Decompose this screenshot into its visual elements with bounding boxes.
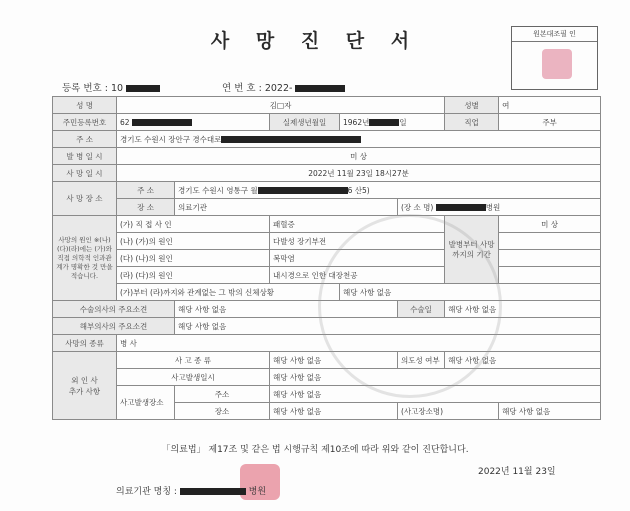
certificate-form-table bbox=[52, 96, 601, 420]
surgery-value: 해당 사항 없음 bbox=[175, 301, 398, 318]
redaction bbox=[126, 85, 160, 92]
sex-label: 성별 bbox=[445, 97, 499, 114]
death-time-value: 2022년 11월 23일 18시27분 bbox=[117, 165, 601, 182]
surgery-label: 수술의사의 주요소견 bbox=[53, 301, 175, 318]
row-cause-b bbox=[53, 233, 601, 250]
accident-spot-name-label: (사고장소명) bbox=[398, 403, 499, 420]
redaction bbox=[132, 119, 192, 126]
accident-address-value: 해당 사항 없음 bbox=[270, 386, 601, 403]
registration-number bbox=[62, 80, 160, 94]
row-name bbox=[53, 97, 601, 114]
verification-stamp-box bbox=[511, 26, 598, 90]
birth-tail: 일 bbox=[399, 117, 407, 127]
redaction bbox=[258, 187, 348, 194]
redaction bbox=[221, 136, 361, 143]
place-type-value: 의료기관 bbox=[175, 199, 398, 216]
accident-time-value: 해당 사항 없음 bbox=[270, 369, 601, 386]
rrn-label: 주민등록번호 bbox=[53, 114, 117, 131]
name-label: 성 명 bbox=[53, 97, 117, 114]
cause-c-value: 복막염 bbox=[270, 250, 445, 267]
accident-place-label: 사고발생장소 bbox=[117, 386, 175, 420]
redaction bbox=[295, 85, 345, 92]
place-type-label: 장 소 bbox=[117, 199, 175, 216]
reg-no-value: 10 bbox=[110, 83, 124, 94]
death-type-label: 사망의 종류 bbox=[53, 335, 117, 352]
period-label: 발병부터 사망까지의 기간 bbox=[445, 216, 499, 284]
redaction bbox=[369, 119, 399, 126]
address-value-cell bbox=[117, 131, 601, 148]
row-place-type bbox=[53, 199, 601, 216]
period-blank bbox=[499, 250, 601, 267]
rrn-value-cell bbox=[117, 114, 270, 131]
place-name-cell bbox=[398, 199, 601, 216]
accident-kind-value: 해당 사항 없음 bbox=[270, 352, 398, 369]
serial-label: 연 번 호 : bbox=[222, 83, 262, 94]
surgery-date-label: 수술일 bbox=[398, 301, 445, 318]
place-address-value: 경기도 수원시 영통구 월 bbox=[178, 185, 258, 195]
row-cause-a bbox=[53, 216, 601, 233]
legal-statement: 「의료법」 제17조 및 같은 법 시행규칙 제10조에 따라 위와 같이 진단합니다. bbox=[161, 445, 469, 455]
other-value: 해당 사항 없음 bbox=[340, 284, 601, 301]
birth-value: 1962년 bbox=[343, 117, 370, 127]
cause-b-value: 다발성 장기부전 bbox=[270, 233, 445, 250]
row-accident-kind bbox=[53, 352, 601, 369]
redaction bbox=[436, 204, 486, 211]
accident-spot-name-value: 해당 사항 없음 bbox=[499, 403, 601, 420]
cause-label: 사망의 원인 ※(나)(다)(라)에는 (가)와 직접 의학적 인과관계가 명확한 것 만을 적습니다. bbox=[53, 216, 117, 301]
row-death-time bbox=[53, 165, 601, 182]
institution-tail: 병원 bbox=[248, 487, 267, 497]
row-place-address bbox=[53, 182, 601, 199]
red-seal-icon bbox=[542, 49, 572, 79]
cause-a-label: (가) 직 접 사 인 bbox=[117, 216, 270, 233]
period-blank bbox=[499, 267, 601, 284]
birth-value-cell bbox=[340, 114, 445, 131]
address-label: 주 소 bbox=[53, 131, 117, 148]
intent-label: 의도성 여부 bbox=[398, 352, 445, 369]
place-address-label: 주 소 bbox=[117, 182, 175, 199]
accident-kind-label: 사 고 종 류 bbox=[117, 352, 270, 369]
redaction bbox=[180, 488, 246, 495]
job-label: 직업 bbox=[445, 114, 499, 131]
serial-number bbox=[222, 80, 345, 94]
onset-value: 미 상 bbox=[117, 148, 601, 165]
document-title: 사 망 진 단 서 bbox=[210, 30, 420, 52]
institution-label: 의료기관 명칭 : bbox=[116, 487, 177, 497]
stamp-label: 원본대조필 인 bbox=[512, 27, 597, 42]
autopsy-value: 해당 사항 없음 bbox=[175, 318, 601, 335]
rrn-value: 62 bbox=[120, 117, 130, 127]
place-address-tail: 6 산5) bbox=[347, 185, 370, 195]
surgery-date-value: 해당 사항 없음 bbox=[445, 301, 601, 318]
issue-date: 2022년 11월 23일 bbox=[478, 467, 556, 477]
intent-value: 해당 사항 없음 bbox=[445, 352, 601, 369]
cause-d-value: 내시경으로 인한 대장천공 bbox=[270, 267, 445, 284]
name-value: 김□자 bbox=[117, 97, 445, 114]
place-name-tail: 병원 bbox=[485, 202, 501, 212]
autopsy-label: 해부의사의 주요소견 bbox=[53, 318, 175, 335]
death-time-label: 사 망 일 시 bbox=[53, 165, 117, 182]
accident-time-label: 사고발생일시 bbox=[117, 369, 270, 386]
other-label: (가)부터 (라)까지와 관계없는 그 밖의 신체상황 bbox=[117, 284, 340, 301]
serial-value: 2022- bbox=[264, 83, 293, 94]
place-name-label: (장 소 명) bbox=[401, 202, 434, 212]
place-address-cell bbox=[175, 182, 601, 199]
external-cause-label: 외 인 사 추가 사항 bbox=[53, 352, 117, 420]
job-value: 주부 bbox=[499, 114, 601, 131]
cause-a-value: 패혈증 bbox=[270, 216, 445, 233]
row-rrn bbox=[53, 114, 601, 131]
place-label: 사 망 장 소 bbox=[53, 182, 117, 216]
row-accident-time bbox=[53, 369, 601, 386]
row-address bbox=[53, 131, 601, 148]
period-value: 미 상 bbox=[499, 216, 601, 233]
sex-value: 여 bbox=[499, 97, 601, 114]
row-accident-address bbox=[53, 386, 601, 403]
institution-name bbox=[116, 484, 266, 497]
cause-b-label: (나) (가)의 원인 bbox=[117, 233, 270, 250]
accident-address-label: 주소 bbox=[175, 386, 270, 403]
accident-spot-label: 장소 bbox=[175, 403, 270, 420]
row-cause-c bbox=[53, 250, 601, 267]
birth-label: 실제생년월일 bbox=[270, 114, 340, 131]
accident-spot-value: 해당 사항 없음 bbox=[270, 403, 398, 420]
hospital-watermark-seal bbox=[318, 214, 502, 398]
onset-label: 발 병 일 시 bbox=[53, 148, 117, 165]
address-value: 경기도 수원시 장안구 경수대로 bbox=[120, 134, 222, 144]
cause-c-label: (다) (나)의 원인 bbox=[117, 250, 270, 267]
period-blank bbox=[499, 233, 601, 250]
reg-no-label: 등록 번호 : bbox=[62, 83, 108, 94]
cause-d-label: (라) (다)의 원인 bbox=[117, 267, 270, 284]
row-onset bbox=[53, 148, 601, 165]
death-type-value: 병 사 bbox=[117, 335, 601, 352]
